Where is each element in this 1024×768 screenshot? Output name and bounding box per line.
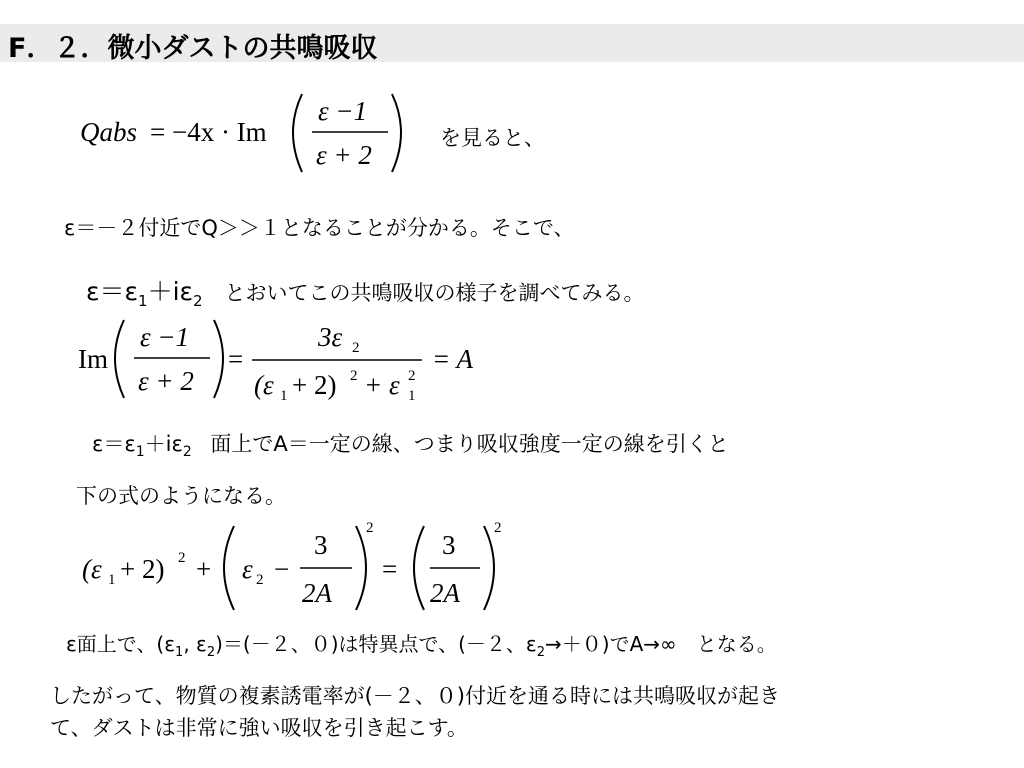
- eq2-numerator: ε −1: [140, 322, 190, 352]
- eq2-equals-a: = A: [432, 344, 473, 374]
- eq2-den-plus: + ε: [364, 370, 400, 400]
- line6-a: ε面上で、(ε: [66, 632, 176, 656]
- eq2-den-sq: 2: [350, 368, 358, 384]
- eq3-paren-l2: [414, 526, 424, 610]
- eq2-equals: =: [228, 344, 244, 374]
- line6-d: →＋０)でA→∞ となる。: [545, 632, 777, 656]
- equation-circle: [70, 518, 520, 618]
- line3-text: とおいてこの共鳴吸収の様子を調べてみる。: [224, 281, 645, 305]
- line4: [92, 428, 729, 460]
- eq3-plus: +: [196, 554, 212, 584]
- eq2-den-b-sub: 1: [408, 388, 416, 404]
- eq2-left-paren: [115, 320, 124, 398]
- line6-c-sub: 2: [536, 645, 546, 660]
- line4-sub1: 1: [135, 444, 145, 461]
- para-line2: て、ダストは非常に強い吸収を引き起こす。: [50, 716, 468, 740]
- eq3-rhs-num: 3: [442, 530, 456, 560]
- eq3-eps2-sub: 2: [256, 572, 264, 588]
- line4-eps: ε＝ε: [92, 432, 136, 456]
- eq1-qabs: Qabs: [80, 117, 138, 147]
- eq2-denominator: ε + 2: [138, 366, 194, 396]
- eq3-frac-den: 2A: [302, 578, 332, 608]
- eq2-den-a-rest: + 2): [292, 370, 337, 400]
- line3-plus: ＋iε: [147, 277, 194, 306]
- eq3-paren-r2: [484, 526, 494, 610]
- line6-a-sub: 1: [175, 645, 184, 660]
- eq3-sup: 2: [366, 520, 374, 536]
- line6-b: , ε: [183, 632, 207, 656]
- eq1-denominator: ε + 2: [316, 140, 372, 170]
- eq2-right-paren: [214, 320, 223, 398]
- line4-sub2: 2: [182, 444, 192, 461]
- page-title: F．２．微小ダストの共鳴吸収: [8, 33, 378, 64]
- line3-eps: ε＝ε: [86, 277, 139, 306]
- line5-text: 下の式のようになる。: [76, 484, 286, 508]
- eq2-den-a-sub: 1: [280, 388, 288, 404]
- line3-sub2: 2: [193, 292, 203, 310]
- equation-qabs: [70, 84, 420, 184]
- eq3-eps2: ε: [242, 554, 253, 584]
- eq2-frac-num-sub: 2: [352, 340, 360, 356]
- line4-text: 面上でA＝一定の線、つまり吸収強度一定の線を引くと: [210, 432, 729, 456]
- eq3-term1-sup: 2: [178, 550, 186, 566]
- eq3-minus: −: [274, 554, 290, 584]
- eq3-paren-r1: [356, 526, 366, 610]
- line6-b-sub: 2: [206, 645, 216, 660]
- eq3-equals: =: [382, 554, 398, 584]
- eq3-term1-sub: 1: [108, 572, 116, 588]
- line6-c: )＝(－２、０)は特異点で、(－２、ε: [215, 632, 537, 656]
- line6: [66, 628, 777, 660]
- eq1-rhs: = −4x · Im: [150, 117, 267, 147]
- eq3-term1: (ε: [82, 554, 102, 584]
- eq1-left-paren: [293, 94, 302, 172]
- para-line1: したがって、物質の複素誘電率が(－２、０)付近を通る時には共鳴吸収が起き: [50, 684, 780, 708]
- equation-im: [70, 312, 510, 412]
- line2-text: ε＝－２付近でQ＞＞１となることが分かる。そこで、: [64, 216, 575, 240]
- line3: [86, 272, 645, 310]
- eq2-im: Im: [78, 344, 108, 374]
- eq1-right-paren: [392, 94, 401, 172]
- line1-suffix: を見ると、: [440, 126, 545, 150]
- line3-sub1: 1: [138, 292, 148, 310]
- eq2-frac-num: 3ε: [318, 322, 343, 352]
- eq3-frac-num: 3: [314, 530, 328, 560]
- eq2-den-b-sup: 2: [408, 368, 416, 384]
- eq1-numerator: ε −1: [318, 96, 368, 126]
- eq3-rhs-sup: 2: [494, 520, 502, 536]
- eq3-rhs-den: 2A: [430, 578, 460, 608]
- eq3-paren-l1: [224, 526, 234, 610]
- eq3-term1-rest: + 2): [120, 554, 165, 584]
- line4-plus: ＋iε: [144, 432, 183, 456]
- eq2-den-a: (ε: [254, 370, 274, 400]
